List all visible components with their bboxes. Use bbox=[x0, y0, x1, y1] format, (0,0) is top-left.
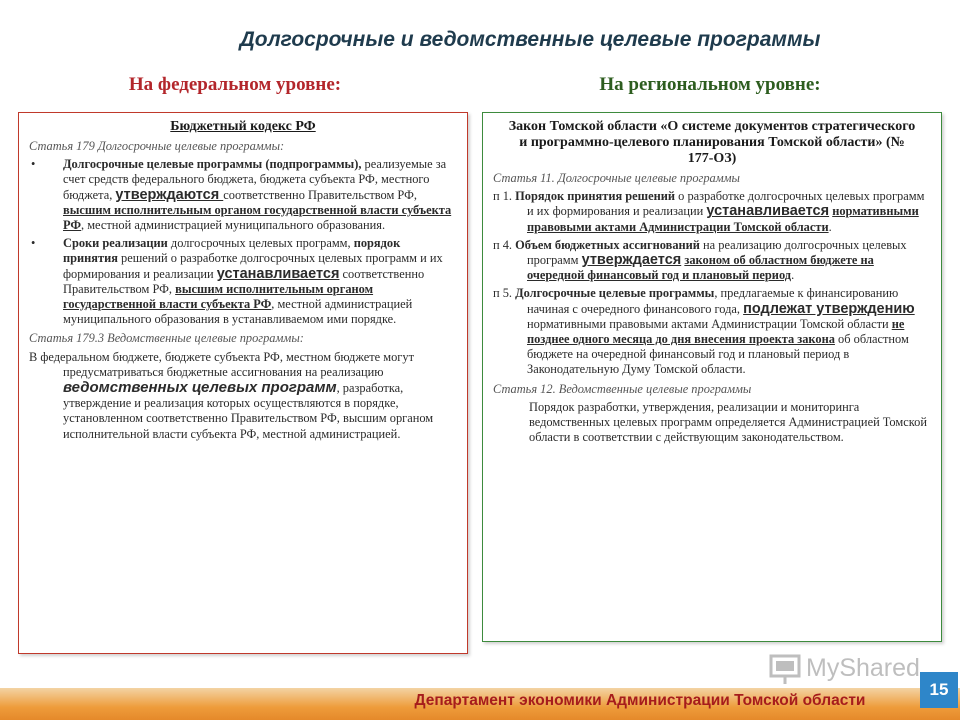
list-item bbox=[29, 157, 457, 233]
regional-panel-title: Закон Томской области «О системе документов стратегического и программно-целевого планирования Томской области» (№ 177-ОЗ) bbox=[508, 119, 916, 166]
footer-bar bbox=[0, 688, 960, 720]
slide-title: Долгосрочные и ведомственные целевые программы bbox=[239, 28, 821, 51]
presentation-icon bbox=[768, 652, 804, 686]
list-item bbox=[29, 236, 457, 327]
federal-panel-title: Бюджетный кодекс РФ bbox=[170, 119, 316, 134]
watermark bbox=[768, 652, 918, 686]
regional-level-heading: На региональном уровне: bbox=[599, 74, 821, 95]
article-12-heading: Статья 12. Ведомственные целевые программы bbox=[493, 381, 752, 396]
page-number-badge: 15 bbox=[920, 672, 958, 708]
article-11-heading: Статья 11. Долгосрочные целевые программы bbox=[493, 171, 740, 185]
federal-level-heading: На федеральном уровне: bbox=[128, 74, 342, 95]
article-179-3-text: В федеральном бюджете, бюджете субъекта РФ, местном бюджете могут предусматриваться бюджетные ассигнования на реализацию ведомственных целевых программ, разработка, утверждение и реализация которых осуществляются в порядке, установленном соответственно Правительством РФ, высшим органом исполнительной власти субъекта РФ, местной администрацией. bbox=[29, 349, 434, 441]
federal-panel bbox=[18, 112, 468, 654]
footer-text: Департамент экономики Администрации Томской области bbox=[414, 692, 866, 709]
bullet-icon: • bbox=[31, 236, 36, 251]
watermark-text: MyShared bbox=[806, 654, 920, 682]
clause-1: п 1. Порядок принятия решений о разработке долгосрочных целевых программ и их формирования и реализации устанавливается нормативными правовыми актами Администрации Томской области. bbox=[493, 189, 925, 234]
regional-panel bbox=[482, 112, 942, 642]
article-179-heading: Статья 179 Долгосрочные целевые программы: bbox=[29, 139, 285, 153]
article-12-text: Порядок разработки, утверждения, реализации и мониторинга ведомственных целевых программ определяется Администрацией Томской области в соответствии с действующим законодательством. bbox=[529, 399, 927, 445]
article-179-3-heading: Статья 179.3 Ведомственные целевые программы: bbox=[29, 331, 304, 346]
bullet-icon: • bbox=[31, 157, 36, 172]
list-item-text: Сроки реализации долгосрочных целевых программ, порядок принятия решений о разработке долгосрочных целевых программ и их формирования и реализации устанавливается соответственно Правительством РФ, высшим исполнительным органом государственной власти субъекта РФ, местной администрацией муниципального образования в устанавливаемом ими порядке. bbox=[63, 236, 443, 327]
clause-4: п 4. Объем бюджетных ассигнований на реализацию долгосрочных целевых программ утверждается законом об областном бюджете на очередной финансовый год и плановый период. bbox=[493, 237, 907, 283]
clause-5: п 5. Долгосрочные целевые программы, предлагаемые к финансированию начиная с очередного финансового года, подлежат утверждению нормативными правовыми актами Администрации Томской области не позднее одного месяца до дня внесения проекта закона об областном бюджете на очередной финансовый год и плановый период в Законодательную Думу Томской области. bbox=[493, 286, 915, 377]
list-item-text: Долгосрочные целевые программы (подпрограммы), реализуемые за счет средств федерального бюджета, бюджета субъекта РФ, местного бюджета, утверждаются соответственно Правительством РФ, высшим исполнительным органом государственной власти субъекта РФ, местной администрацией муниципального образования. bbox=[63, 157, 452, 233]
